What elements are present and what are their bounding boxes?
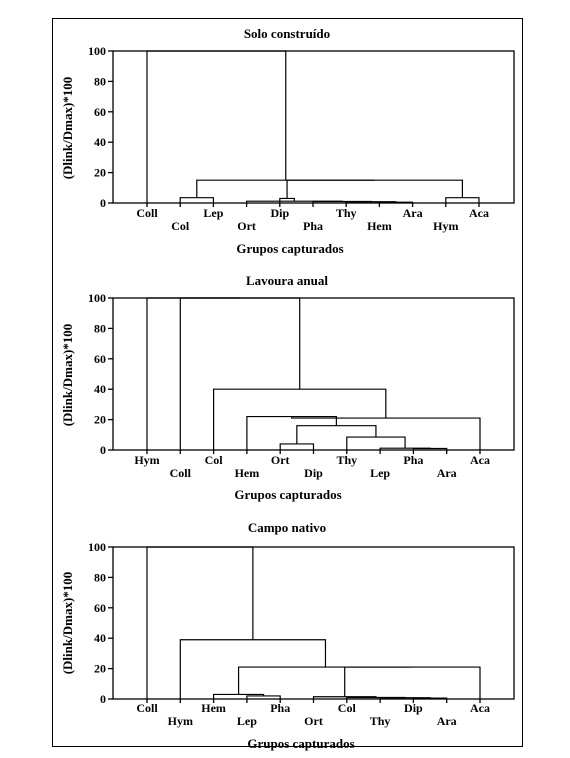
y-tick-label: 100 xyxy=(88,291,106,305)
leaf-label: Col xyxy=(204,453,223,467)
panel-solo-construido xyxy=(60,26,514,256)
y-tick-label: 0 xyxy=(100,196,106,210)
leaf-label: Hym xyxy=(167,714,193,728)
leaf-label: Dip xyxy=(270,206,290,220)
x-axis-label: Grupos capturados xyxy=(247,736,355,751)
y-tick-label: 20 xyxy=(94,412,106,427)
figure-border xyxy=(53,19,523,747)
dendrogram-link xyxy=(180,298,299,450)
panel-lavoura-anual xyxy=(60,273,514,502)
leaf-label: Ara xyxy=(436,714,457,728)
plot-area-frame xyxy=(113,298,514,450)
axes xyxy=(113,298,514,450)
leaf-label: Lep xyxy=(236,714,257,728)
y-tick-label: 60 xyxy=(94,104,106,119)
y-axis-label: (Dlink/Dmax)*100 xyxy=(60,76,75,180)
dendrogram-link xyxy=(180,198,213,203)
y-ticks xyxy=(88,291,113,457)
leaf-label: Ara xyxy=(436,466,457,480)
y-tick-label: 60 xyxy=(94,351,106,366)
dendrogram-link xyxy=(280,444,313,450)
leaf-label: Pha xyxy=(270,701,291,715)
leaf-label: Hem xyxy=(234,466,260,480)
dendrogram-link xyxy=(247,417,336,450)
dendrogram-link xyxy=(147,547,253,699)
dendrogram-links xyxy=(147,298,480,450)
dendrogram-links xyxy=(147,547,480,699)
y-tick-label: 80 xyxy=(94,570,106,585)
leaf-label: Pha xyxy=(302,219,324,233)
leaf-label: Hym xyxy=(433,219,459,233)
dendrogram-link xyxy=(239,667,413,694)
leaf-label: Aca xyxy=(469,206,489,220)
x-axis-label: Grupos capturados xyxy=(234,487,342,502)
y-tick-label: 20 xyxy=(94,165,106,180)
y-tick-label: 20 xyxy=(94,661,106,676)
dendrogram-links xyxy=(147,51,479,203)
dendrogram-link xyxy=(292,417,480,450)
y-tick-label: 80 xyxy=(94,321,106,336)
dendrogram-link xyxy=(214,694,264,699)
leaf-labels xyxy=(136,699,490,728)
dendrogram-link xyxy=(214,389,386,450)
y-axis-label: (Dlink/Dmax)*100 xyxy=(60,571,75,675)
x-axis-label: Grupos capturados xyxy=(236,241,344,256)
dendrogram-link xyxy=(147,298,240,450)
leaf-label: Coll xyxy=(136,206,158,220)
dendrogram-link xyxy=(287,180,462,198)
leaf-label: Thy xyxy=(369,714,391,728)
leaf-label: Aca xyxy=(470,701,490,715)
leaf-label: Thy xyxy=(336,453,358,467)
dendrogram-link xyxy=(197,180,375,197)
leaf-labels xyxy=(134,450,490,480)
panel-campo-nativo xyxy=(60,520,514,751)
y-tick-label: 0 xyxy=(100,692,106,706)
leaf-label: Ort xyxy=(237,219,256,233)
panel-title: Campo nativo xyxy=(247,520,327,535)
leaf-label: Pha xyxy=(403,453,424,467)
axes xyxy=(113,547,514,699)
plot-area-frame xyxy=(113,547,514,699)
panel-title: Lavoura anual xyxy=(246,273,328,288)
leaf-label: Ort xyxy=(270,453,290,467)
y-tick-label: 0 xyxy=(100,443,106,457)
y-tick-label: 40 xyxy=(94,382,106,397)
leaf-labels xyxy=(136,203,489,233)
leaf-label: Aca xyxy=(470,453,490,467)
leaf-label: Coll xyxy=(169,466,191,480)
leaf-label: Dip xyxy=(304,466,323,480)
leaf-label: Coll xyxy=(136,701,158,715)
panel-title: Solo construído xyxy=(243,26,331,41)
dendrogram-link xyxy=(446,198,479,203)
leaf-label: Col xyxy=(171,219,190,233)
leaf-label: Col xyxy=(337,701,356,715)
y-tick-label: 40 xyxy=(94,135,106,150)
y-ticks xyxy=(88,540,113,706)
y-ticks xyxy=(88,44,113,210)
leaf-label: Dip xyxy=(404,701,423,715)
dendrogram-link xyxy=(345,667,480,699)
y-tick-label: 80 xyxy=(94,74,106,89)
leaf-label: Ort xyxy=(304,714,323,728)
dendrogram-link xyxy=(180,640,325,699)
dendrogram-link xyxy=(297,426,376,444)
y-tick-label: 60 xyxy=(94,600,106,615)
leaf-label: Ara xyxy=(402,206,423,220)
y-tick-label: 100 xyxy=(88,540,106,554)
leaf-label: Hem xyxy=(201,701,226,715)
y-tick-label: 40 xyxy=(94,631,106,646)
y-tick-label: 100 xyxy=(88,44,106,58)
leaf-label: Lep xyxy=(370,466,391,480)
leaf-label: Thy xyxy=(335,206,357,220)
leaf-label: Hem xyxy=(367,219,392,233)
leaf-label: Lep xyxy=(203,206,224,220)
leaf-label: Hym xyxy=(134,453,160,467)
y-axis-label: (Dlink/Dmax)*100 xyxy=(60,323,75,427)
